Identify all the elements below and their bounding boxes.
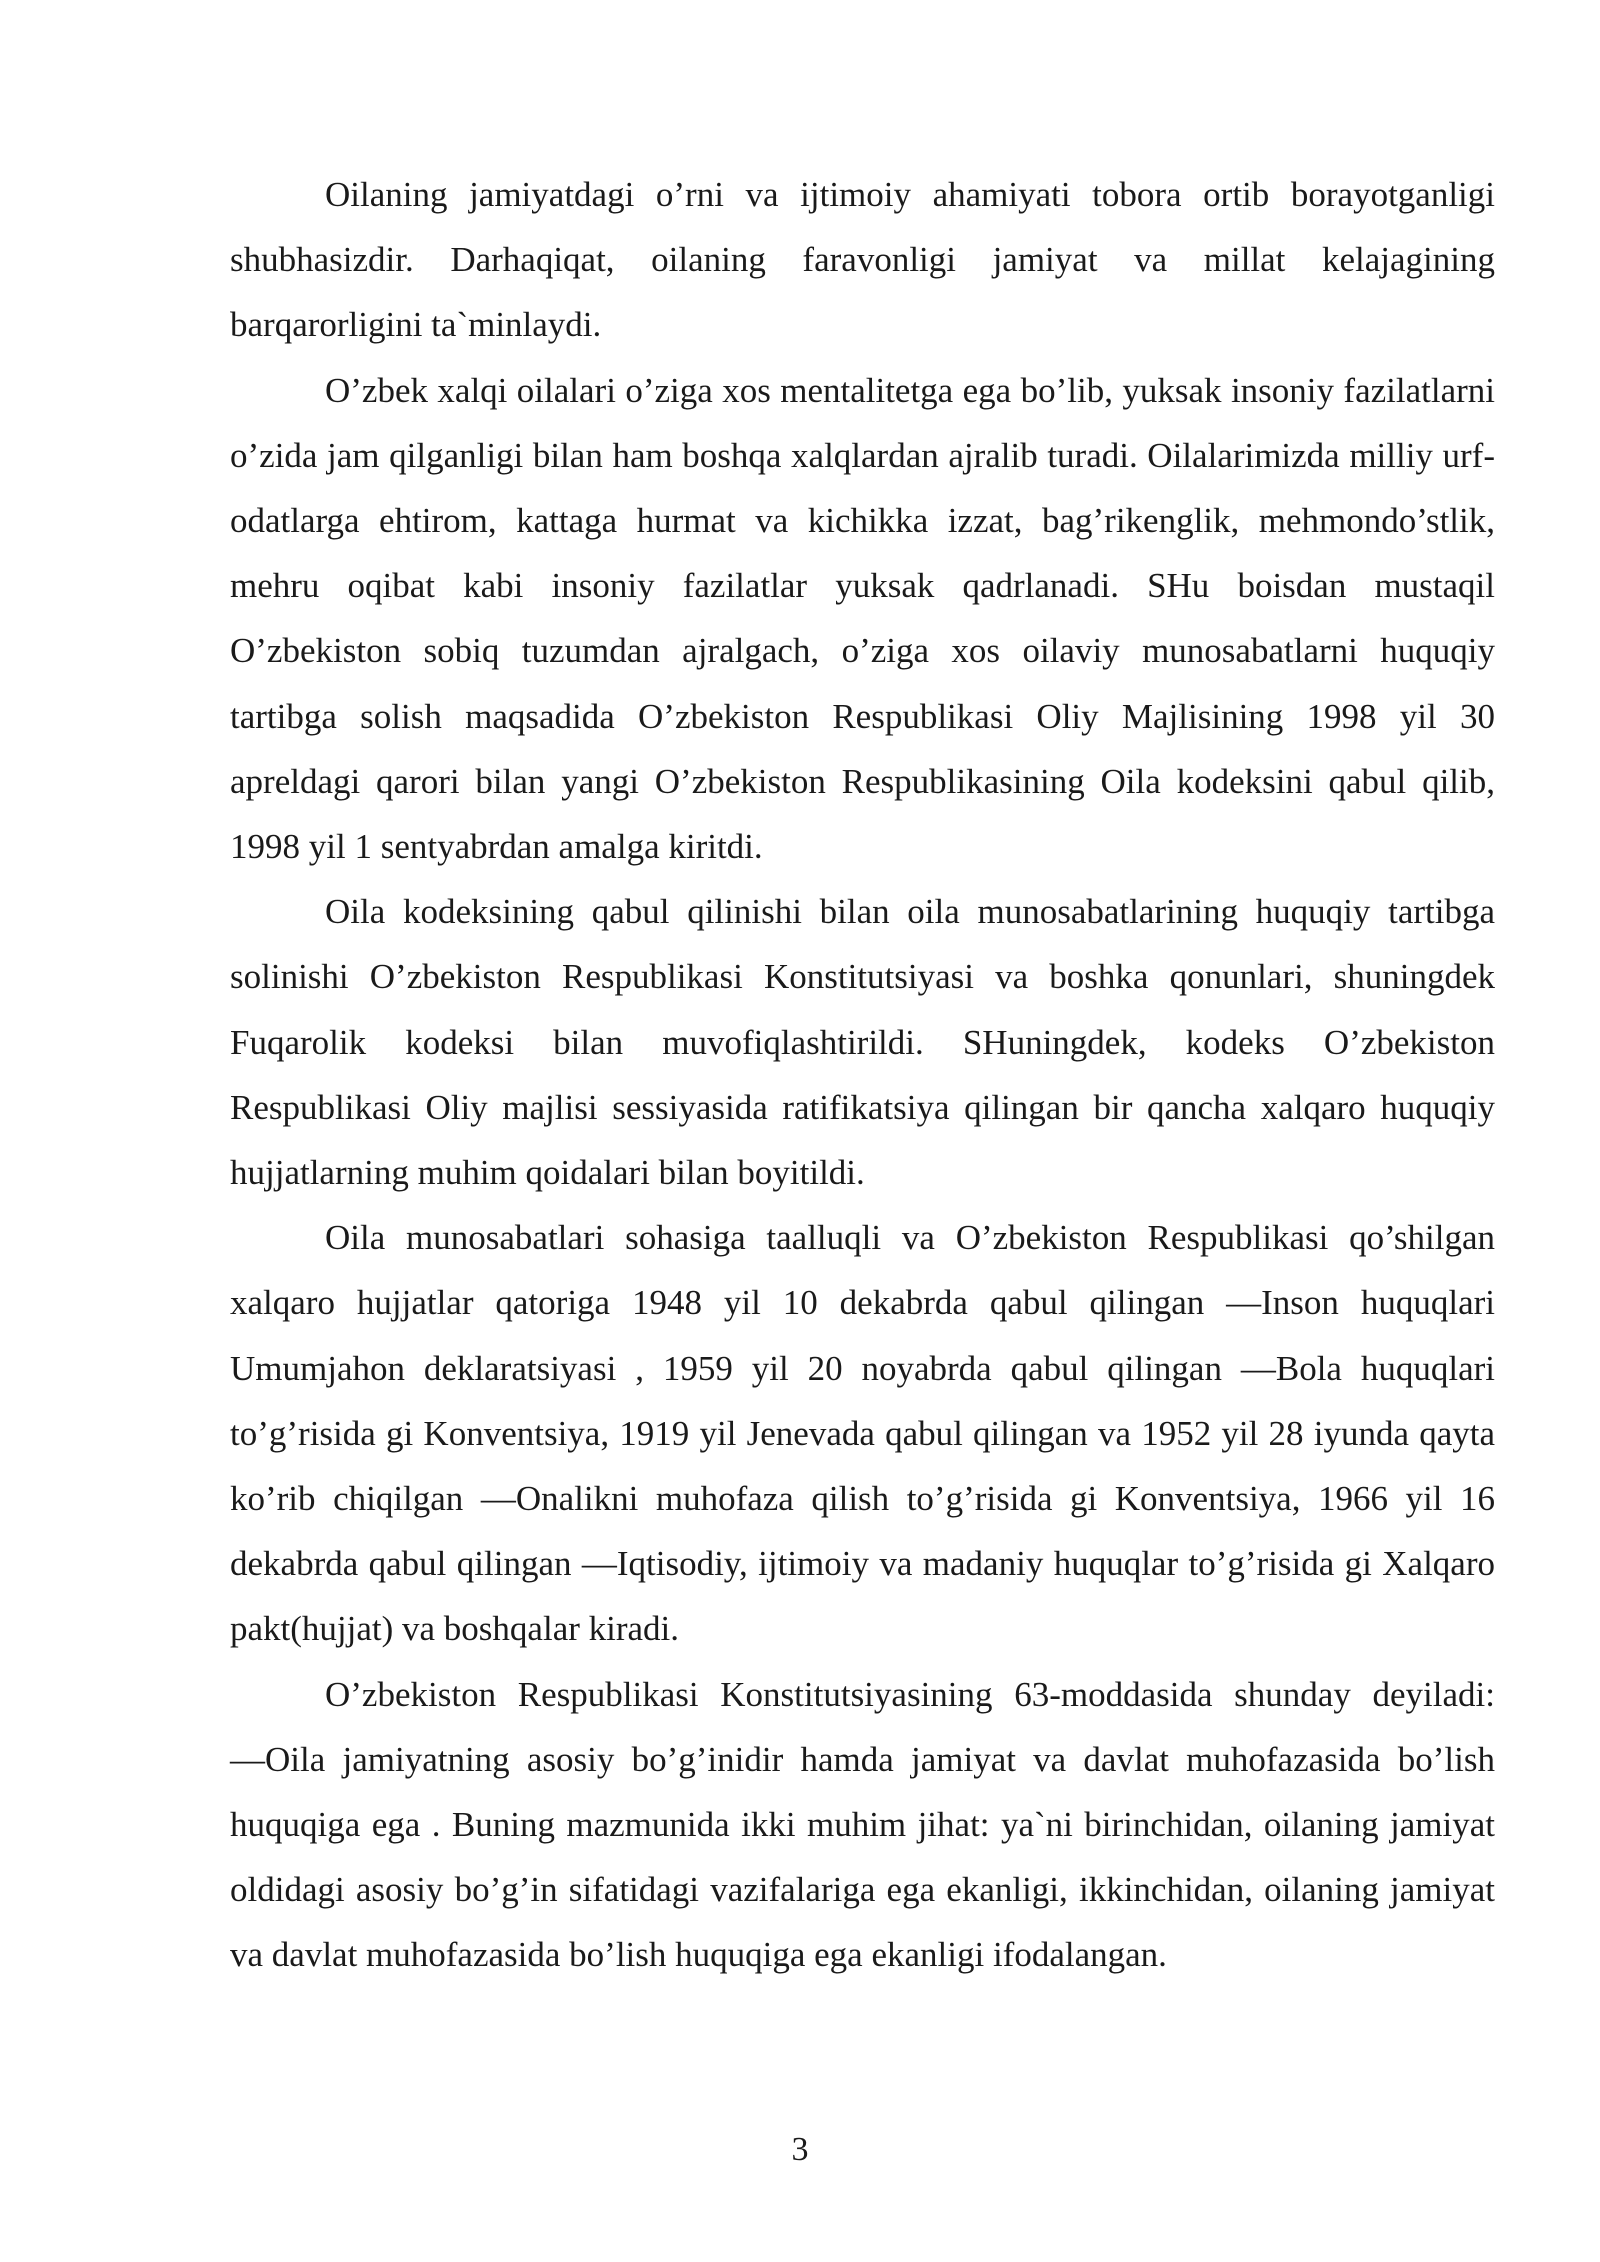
paragraph-family-code: Oila kodeksining qabul qilinishi bilan oila munosabatlarining huquqiy tartibga solinishi O’zbekiston Respublikasi Konstitutsiyasi va boshka qonunlari, shuningdek Fuqarolik kodeksi bilan muvofiqlashtirildi. SHuningdek, kodeks O’zbekiston Respublikasi Oliy majlisi sessiyasida ratifikatsiya qilingan bir qancha xalqaro huquqiy hujjatlarning muhim qoidalari bilan boyitildi. bbox=[230, 892, 1495, 1193]
paragraph-family-role: Oilaning jamiyatdagi o’rni va ijtimoiy ahamiyati tobora ortib borayotganligi shubhasizdir. Darhaqiqat, oilaning faravonligi jamiyat va millat kelajagining barqarorligini ta`minlaydi. bbox=[230, 175, 1495, 345]
paragraph-international-documents: Oila munosabatlari sohasiga taalluqli va O’zbekiston Respublikasi qo’shilgan xalqaro hujjatlar qatoriga 1948 yil 10 dekabrda qabul qilingan ―Inson huquqlari Umumjahon deklaratsiyasi , 1959 yil 20 noyabrda qabul qilingan ―Bola huquqlari to’g’risida gi Konventsiya, 1919 yil Jenevada qabul qilingan va 1952 yil 28 iyunda qayta ko’rib chiqilgan ―Onalikni muhofaza qilish to’g’risida gi Konventsiya, 1966 yil 16 dekabrda qabul qilingan ―Iqtisodiy, ijtimoiy va madaniy huquqlar to’g’risida gi Xalqaro pakt(hujjat) va boshqalar kiradi. bbox=[230, 1218, 1495, 1649]
document-body bbox=[230, 162, 1495, 1988]
page-number: 3 bbox=[791, 2131, 809, 2168]
paragraph-uzbek-families: O’zbek xalqi oilalari o’ziga xos mentalitetga ega bo’lib, yuksak insoniy fazilatlarni o’zida jam qilganligi bilan ham boshqa xalqlardan ajralib turadi. Oilalarimizda milliy urf-odatlarga ehtirom, kattaga hurmat va kichikka izzat, bag’rikenglik, mehmondo’stlik, mehru oqibat kabi insoniy fazilatlar yuksak qadrlanadi. SHu boisdan mustaqil O’zbekiston sobiq tuzumdan ajralgach, o’ziga xos oilaviy munosabatlarni huquqiy tartibga solish maqsadida O’zbekiston Respublikasi Oliy Majlisining 1998 yil 30 apreldagi qarori bilan yangi O’zbekiston Respublikasining Oila kodeksini qabul qilib, 1998 yil 1 sentyabrdan amalga kiritdi. bbox=[230, 370, 1495, 867]
paragraph-constitution-article-63: O’zbekiston Respublikasi Konstitutsiyasining 63-moddasida shunday deyiladi: ―Oila jamiyatning asosiy bo’g’inidir hamda jamiyat va davlat muhofazasida bo’lish huquqiga ega . Buning mazmunida ikki muhim jihat: ya`ni birinchidan, oilaning jamiyat oldidagi asosiy bo’g’in sifatidagi vazifalariga ega ekanligi, ikkinchidan, oilaning jamiyat va davlat muhofazasida bo’lish huquqiga ega ekanligi ifodalangan. bbox=[230, 1674, 1495, 1975]
